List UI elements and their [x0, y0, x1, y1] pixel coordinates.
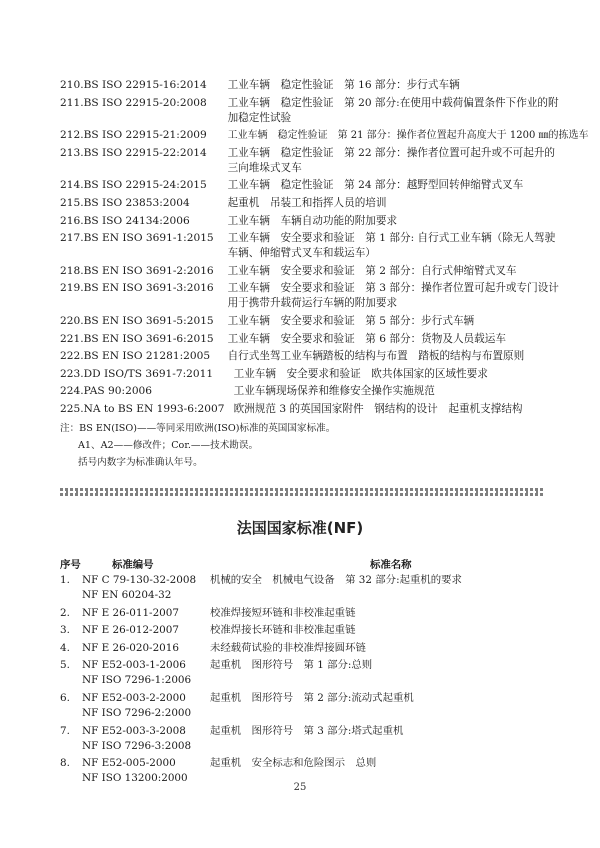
standard-code: BS ISO 22915-21:2009 [83, 129, 207, 142]
item-number: 217. [60, 232, 84, 245]
list-item [60, 641, 560, 656]
standard-code: NF E52-003-2-2000 [82, 691, 186, 704]
standard-title: 工业车辆 稳定性验证 第 24 部分：越野型回转伸缩臂式叉车 [227, 179, 524, 192]
item-number: 223. [60, 367, 84, 380]
standard-title: 工业车辆 稳定性验证 第 21 部分：操作者位置起升高度大于 1200 ㎜的拣选车 [227, 130, 589, 142]
column-header-title: 标准名称 [370, 559, 412, 571]
list-item [60, 691, 560, 721]
standard-title: 机械的安全 机械电气设备 第 32 部分:起重机的要求 [210, 574, 462, 586]
standard-codes [82, 641, 206, 656]
item-number: 216. [60, 214, 84, 227]
standard-code: BS ISO 24134:2006 [83, 214, 190, 227]
standard-title: 工业车辆 安全要求和验证 第 6 部分：货物及人员载运车 [227, 332, 506, 345]
note-line: 括号内数字为标准确认年号。 [78, 457, 203, 468]
list-item [60, 573, 560, 603]
nf-standards-list [60, 573, 560, 789]
list-item [60, 128, 589, 143]
list-item [60, 349, 560, 364]
list-item [60, 264, 560, 279]
standard-codes [82, 573, 206, 603]
standard-code: BS ISO 22915-20:2008 [83, 96, 207, 109]
standard-code: BS ISO 22915-22:2014 [83, 146, 207, 159]
standard-code: NF E 26-020-2016 [82, 641, 180, 654]
standard-code: DD ISO/TS 3691-7:2011 [83, 367, 214, 380]
page-number: 25 [293, 782, 307, 793]
item-number: 214. [60, 179, 84, 192]
list-item [60, 96, 560, 126]
list-item [60, 332, 560, 347]
standard-code: NF E52-003-1-2006 [82, 659, 186, 672]
standard-code: NF ISO 13200:2000 [82, 772, 188, 785]
list-item [60, 214, 560, 229]
standard-code: BS ISO 22915-16:2014 [83, 79, 207, 91]
standard-code: NF E52-003-3-2008 [82, 724, 186, 737]
list-item [60, 658, 560, 688]
column-header-number: 序号 [60, 559, 81, 571]
list-item [60, 314, 560, 329]
section-title: 法国国家标准(NF) [236, 519, 364, 537]
item-number: 219. [60, 282, 84, 295]
standard-title: 工业车辆 安全要求和验证 第 5 部分：步行式车辆 [227, 314, 475, 327]
standard-code: BS EN ISO 3691-3:2016 [83, 282, 214, 295]
standard-code: BS ISO 23853:2004 [83, 196, 190, 209]
standard-codes [82, 623, 206, 638]
bs-standards-list [60, 78, 589, 420]
list-item [60, 606, 560, 621]
standard-code: PAS 90:2006 [83, 385, 153, 398]
standard-code: BS EN ISO 3691-2:2016 [83, 264, 214, 277]
item-number: 3. [60, 624, 70, 637]
standard-code: BS EN ISO 3691-6:2015 [83, 332, 214, 345]
list-item [60, 402, 560, 417]
list-item [60, 281, 560, 311]
standard-title: 工业车辆 安全要求和验证 欧共体国家的区域性要求 [233, 367, 488, 380]
standard-code: NA to BS EN 1993-6:2007 [83, 402, 225, 415]
list-item [60, 384, 560, 399]
item-number: 2. [60, 606, 70, 619]
standard-code: BS ISO 22915-24:2015 [83, 179, 207, 192]
item-number: 4. [60, 641, 70, 654]
item-number: 212. [60, 129, 84, 142]
list-item [60, 231, 560, 261]
list-item [60, 724, 560, 754]
standard-title: 工业车辆 稳定性验证 第 22 部分：操作者位置可起升或不可起升的三向堆垛式叉车 [227, 146, 556, 174]
standard-codes [82, 691, 206, 721]
list-item [60, 78, 560, 93]
standard-code: NF ISO 7296-2:2000 [82, 706, 192, 719]
standard-title: 校准焊接长环链和非校准起重链 [210, 624, 356, 637]
note-line: A1、A2——修改件；Cor.——技术勘误。 [78, 440, 259, 451]
item-number: 211. [60, 96, 84, 109]
standard-codes [82, 606, 206, 621]
standard-title: 起重机 图形符号 第 2 部分:流动式起重机 [210, 691, 414, 704]
standard-title: 工业车辆 安全要求和验证 第 2 部分：自行式伸缩臂式叉车 [227, 264, 517, 277]
item-number: 7. [60, 724, 70, 737]
standard-code: NF E 26-012-2007 [82, 624, 180, 637]
list-item [60, 196, 560, 211]
decorative-divider [60, 488, 544, 496]
item-number: 210. [60, 79, 84, 91]
list-item [60, 178, 560, 193]
item-number: 224. [60, 385, 84, 398]
standard-code: BS EN ISO 3691-5:2015 [83, 314, 214, 327]
standard-title: 起重机 图形符号 第 1 部分:总则 [210, 659, 373, 672]
item-number: 215. [60, 196, 84, 209]
standard-code: NF ISO 7296-3:2008 [82, 739, 192, 752]
standard-title: 工业车辆 稳定性验证 第 20 部分:在使用中载荷偏置条件下作业的附加稳定性试验 [227, 96, 559, 124]
item-number: 213. [60, 146, 84, 159]
list-item [60, 367, 560, 382]
list-item [60, 146, 560, 176]
standard-codes [82, 658, 206, 688]
note-line: 注：BS EN(ISO)——等同采用欧洲(ISO)标准的英国国家标准。 [60, 423, 336, 434]
standard-code: NF ISO 7296-1:2006 [82, 674, 192, 687]
table-header [60, 556, 540, 572]
item-number: 225. [60, 402, 84, 415]
item-number: 5. [60, 659, 70, 672]
list-item [60, 623, 560, 638]
item-number: 1. [60, 574, 70, 586]
standard-code: NF E 26-011-2007 [82, 606, 180, 619]
standard-title: 工业车辆现场保养和维修安全操作实施规范 [233, 385, 435, 398]
standard-title: 工业车辆 安全要求和验证 第 3 部分：操作者位置可起升或专门设计用于携带升载荷运行车辆的附加要求 [227, 282, 559, 310]
standard-title: 自行式坐驾工业车辆踏板的结构与布置 踏板的结构与布置原则 [227, 350, 525, 363]
standard-code: NF EN 60204-32 [82, 589, 172, 601]
standard-title: 欧洲规范 3 的英国国家附件 钢结构的设计 起重机支撑结构 [233, 402, 523, 415]
item-number: 8. [60, 757, 70, 770]
standard-title: 工业车辆 车辆自动功能的附加要求 [227, 214, 398, 227]
item-number: 221. [60, 332, 84, 345]
standard-code: BS EN ISO 21281:2005 [83, 350, 211, 363]
notes-block [60, 420, 335, 471]
item-number: 220. [60, 314, 84, 327]
standard-title: 工业车辆 安全要求和验证 第 1 部分: 自行式工业车辆（除无人驾驶车辆、伸缩臂式叉车和载运车） [227, 232, 556, 260]
standard-title: 校准焊接短环链和非校准起重链 [210, 606, 356, 619]
standard-title: 起重机 吊装工和指挥人员的培训 [227, 196, 387, 209]
item-number: 222. [60, 350, 84, 363]
standard-title: 工业车辆 稳定性验证 第 16 部分：步行式车辆 [227, 79, 460, 91]
standard-title: 起重机 安全标志和危险图示 总则 [210, 757, 377, 770]
standard-codes [82, 724, 206, 754]
standard-title: 起重机 图形符号 第 3 部分:塔式起重机 [210, 724, 404, 737]
item-number: 6. [60, 691, 70, 704]
standard-code: NF E52-005-2000 [82, 757, 176, 770]
standard-code: BS EN ISO 3691-1:2015 [83, 232, 214, 245]
item-number: 218. [60, 264, 84, 277]
column-header-code: 标准编号 [112, 559, 154, 571]
standard-title: 未经载荷试验的非校准焊接圆环链 [210, 641, 366, 654]
standard-code: NF C 79-130-32-2008 [82, 574, 197, 586]
